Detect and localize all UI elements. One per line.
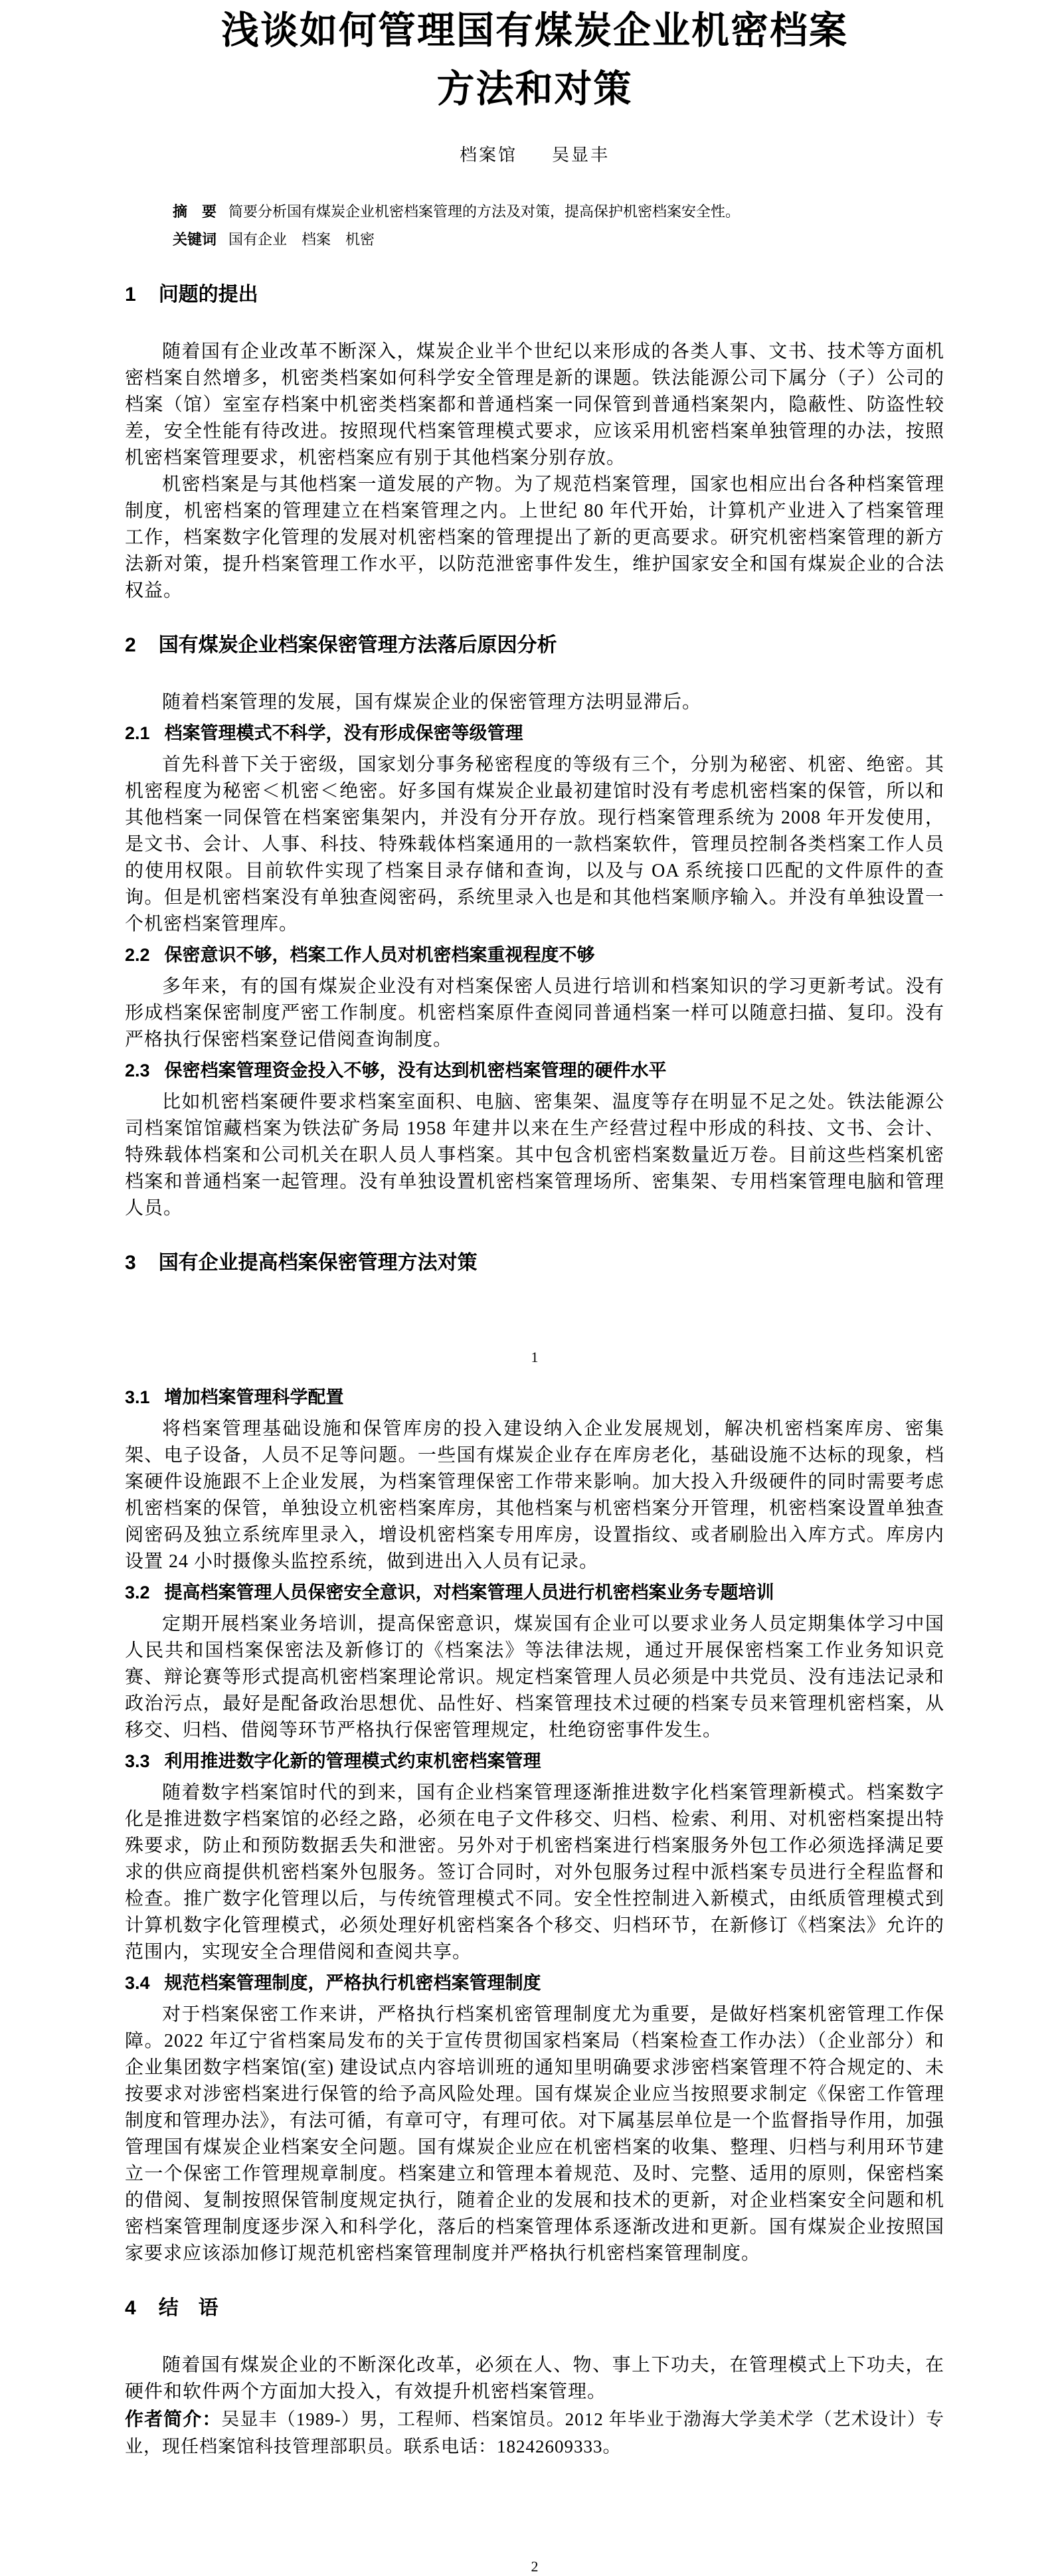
section-2-title: 国有煤炭企业档案保密管理方法落后原因分析 [158, 634, 557, 656]
page-number-1: 1 [531, 1349, 539, 1365]
subsection-3-3-paragraph: 随着数字档案馆时代的到来，国有企业档案管理逐渐推进数字化档案管理新模式。档案数字化是推进数字档案馆的必经之路，必须在电子文件移交、归档、检索、利用、对机密档案提出特殊要求，防止和预防数据丢失和泄密。另外对于机密档案进行档案服务外包工作必须选择满足要求的供应商提供机密档案外包服务。签订合同时，对外包服务过程中派档案专员进行全程监督和检查。推广数字化管理以后，与传统管理模式不同。安全性控制进入新模式，由纸质管理模式到计算机数字化管理模式，必须处理好机密档案各个移交、归档环节，在新修订《档案法》允许的范围内，实现安全合理借阅和查阅共享。 [125, 1782, 944, 1962]
title-line-2: 方法和对策 [436, 68, 633, 110]
section-3-title: 国有企业提高档案保密管理方法对策 [158, 1252, 478, 1274]
title-line-1: 浅谈如何管理国有煤炭企业机密档案 [221, 9, 848, 52]
subsection-3-4-title: 规范档案管理制度，严格执行机密档案管理制度 [164, 1973, 541, 1993]
abstract-label: 摘 要 [173, 203, 217, 220]
section-4-title: 结 语 [158, 2297, 219, 2319]
subsection-2-1-title: 档案管理模式不科学，没有形成保密等级管理 [164, 723, 523, 743]
byline-affiliation: 档案馆 [459, 145, 517, 165]
section-2-number: 2 [125, 634, 136, 656]
section-1-heading [125, 280, 944, 309]
keywords-label: 关键词 [173, 231, 217, 248]
subsection-2-3-number: 2.3 [125, 1061, 150, 1080]
subsection-3-3-number: 3.3 [125, 1751, 150, 1771]
section-1-paragraph-2: 机密档案是与其他档案一道发展的产物。为了规范档案管理，国家也相应出台各种档案管理制度，机密档案的管理建立在档案管理之内。上世纪 80 年代开始，计算机产业进入了档案管理工作，档案数字化管理的发展对机密档案的管理提出了新的更高要求。研究机密档案管理的新方法新对策，提升档案管理工作水平，以防范泄密事件发生，维护国家安全和国有煤炭企业的合法权益。 [125, 474, 944, 601]
subsection-3-4-heading [125, 1970, 944, 1996]
keywords-text: 国有企业 档案 机密 [228, 231, 375, 248]
subsection-2-3-heading [125, 1057, 944, 1084]
subsection-3-1-paragraph: 将档案管理基础设施和保管库房的投入建设纳入企业发展规划，解决机密档案库房、密集架、电子设备，人员不足等问题。一些国有煤炭企业存在库房老化，基础设施不达标的现象，档案硬件设施跟不上企业发展，为档案管理保密工作带来影响。加大投入升级硬件的同时需要考虑机密档案的保管，单独设立机密档案库房，其他档案与机密档案分开管理，机密档案设置单独查阅密码及独立系统库里录入，增设机密档案专用库房，设置指纹、或者刷脸出入库方式。库房内设置 24 小时摄像头监控系统，做到进出入人员有记录。 [125, 1418, 944, 1572]
section-1-title: 问题的提出 [158, 284, 258, 305]
section-4-number: 4 [125, 2297, 136, 2319]
subsection-2-1-number: 2.1 [125, 723, 150, 743]
subsection-2-2-heading [125, 942, 944, 968]
subsection-3-1-heading [125, 1384, 944, 1411]
section-1-number: 1 [125, 284, 136, 305]
section-4-paragraph: 随着国有煤炭企业的不断深化改革，必须在人、物、事上下功夫，在管理模式上下功夫，在硬件和软件两个方面加大投入，有效提升机密档案管理。 [125, 2355, 944, 2402]
subsection-3-2-number: 3.2 [125, 1583, 150, 1602]
abstract-block [125, 198, 944, 254]
byline [125, 143, 944, 167]
subsection-3-4-paragraph: 对于档案保密工作来讲，严格执行档案机密管理制度尤为重要，是做好档案机密管理工作保障。2022 年辽宁省档案局发布的关于宣传贯彻国家档案局（档案检查工作办法）（企业部分）和企业集团数字档案馆(室) 建设试点内容培训班的通知里明确要求涉密档案管理不符合规定的、未按要求对涉密档案进行保管的给予高风险处理。国有煤炭企业应当按照要求制定《保密工作管理制度和管理办法》，有法可循，有章可守，有理可依。对下属基层单位是一个监督指导作用，加强管理国有煤炭企业档案安全问题。国有煤炭企业应在机密档案的收集、整理、归档与利用环节建立一个保密工作管理规章制度。档案建立和管理本着规范、及时、完整、适用的原则，保密档案的借阅、复制按照保管制度规定执行，随着企业的发展和技术的更新，对企业档案安全问题和机密档案管理制度逐步深入和科学化，落后的档案管理体系逐渐改进和更新。国有煤炭企业按照国家要求应该添加修订规范机密档案管理制度并严格执行机密档案管理制度。 [125, 2004, 944, 2264]
page-number-2: 2 [531, 2558, 539, 2575]
subsection-2-1-paragraph: 首先科普下关于密级，国家划分事务秘密程度的等级有三个，分别为秘密、机密、绝密。其机密程度为秘密＜机密＜绝密。好多国有煤炭企业最初建馆时没有考虑机密档案的保管，所以和其他档案一同保管在档案密集架内，并没有分开存放。现行档案管理系统为 2008 年开发使用，是文书、会计、人事、科技、特殊载体档案通用的一款档案软件，管理员控制各类档案工作人员的使用权限。目前软件实现了档案目录存储和查询，以及与 OA 系统接口匹配的文件原件的查询。但是机密档案没有单独查阅密码，系统里录入也是和其他档案顺序输入。并没有单独设置一个机密档案管理库。 [125, 754, 944, 934]
abstract-row [173, 198, 944, 226]
author-bio-text: 吴显丰（1989-）男，工程师、档案馆员。2012 年毕业于渤海大学美术学（艺术设计）专业，现任档案馆科技管理部职员。联系电话：18242609333。 [125, 2409, 944, 2456]
section-2-intro-paragraph: 随着档案管理的发展，国有煤炭企业的保密管理方法明显滞后。 [162, 692, 702, 713]
section-3-heading [125, 1248, 944, 1278]
subsection-2-3-paragraph: 比如机密档案硬件要求档案室面积、电脑、密集架、温度等存在明显不足之处。铁法能源公司档案馆馆藏档案为铁法矿务局 1958 年建井以来在生产经营过程中形成的科技、文书、会计、特殊载体档案和公司机关在职人员人事档案。其中包含机密档案数量近万卷。目前这些档案机密档案和普通档案一起管理。没有单独设置机密档案管理场所、密集架、专用档案管理电脑和管理人员。 [125, 1092, 944, 1219]
author-bio-label: 作者简介： [125, 2409, 222, 2429]
section-4-heading [125, 2294, 944, 2323]
subsection-2-3-title: 保密档案管理资金投入不够，没有达到机密档案管理的硬件水平 [164, 1061, 667, 1080]
subsection-3-2-title: 提高档案管理人员保密安全意识，对档案管理人员进行机密档案业务专题培训 [164, 1583, 774, 1602]
page-title [125, 0, 944, 118]
section-1-paragraph-1: 随着国有企业改革不断深入，煤炭企业半个世纪以来形成的各类人事、文书、技术等方面机密档案自然增多，机密类档案如何科学安全管理是新的课题。铁法能源公司下属分（子）公司的档案（馆）室室存档案中机密类档案都和普通档案一同保管到普通档案架内，隐蔽性、防盗性较差，安全性能有待改进。按照现代档案管理模式要求，应该采用机密档案单独管理的办法，按照机密档案管理要求，机密档案应有别于其他档案分别存放。 [125, 341, 944, 468]
subsection-2-2-title: 保密意识不够，档案工作人员对机密档案重视程度不够 [164, 945, 595, 965]
byline-author: 吴显丰 [552, 145, 610, 165]
abstract-text: 简要分析国有煤炭企业机密档案管理的方法及对策，提高保护机密档案安全性。 [228, 203, 741, 220]
subsection-2-2-number: 2.2 [125, 945, 150, 965]
section-2-heading [125, 631, 944, 660]
subsection-3-2-paragraph: 定期开展档案业务培训，提高保密意识，煤炭国有企业可以要求业务人员定期集体学习中国人民共和国档案保密法及新修订的《档案法》等法律法规，通过开展保密档案工作业务知识竞赛、辩论赛等形式提高机密档案理论常识。规定档案管理人员必须是中共党员、没有违法记录和政治污点，最好是配备政治思想优、品性好、档案管理技术过硬的档案专员来管理机密档案，从移交、归档、借阅等环节严格执行保密管理规定，杜绝窃密事件发生。 [125, 1614, 944, 1741]
subsection-3-2-heading [125, 1579, 944, 1606]
subsection-3-4-number: 3.4 [125, 1973, 150, 1993]
subsection-3-3-title: 利用推进数字化新的管理模式约束机密档案管理 [164, 1751, 541, 1771]
subsection-3-3-heading [125, 1748, 944, 1774]
subsection-3-1-number: 3.1 [125, 1387, 150, 1407]
author-bio [125, 2405, 944, 2460]
subsection-3-1-title: 增加档案管理科学配置 [164, 1387, 344, 1407]
subsection-2-2-paragraph: 多年来，有的国有煤炭企业没有对档案保密人员进行培训和档案知识的学习更新考试。没有形成档案保密制度严密工作制度。机密档案原件查阅同普通档案一样可以随意扫描、复印。没有严格执行保密档案登记借阅查询制度。 [125, 976, 944, 1050]
subsection-2-1-heading [125, 720, 944, 746]
section-3-number: 3 [125, 1252, 136, 1274]
keywords-row [173, 226, 944, 254]
